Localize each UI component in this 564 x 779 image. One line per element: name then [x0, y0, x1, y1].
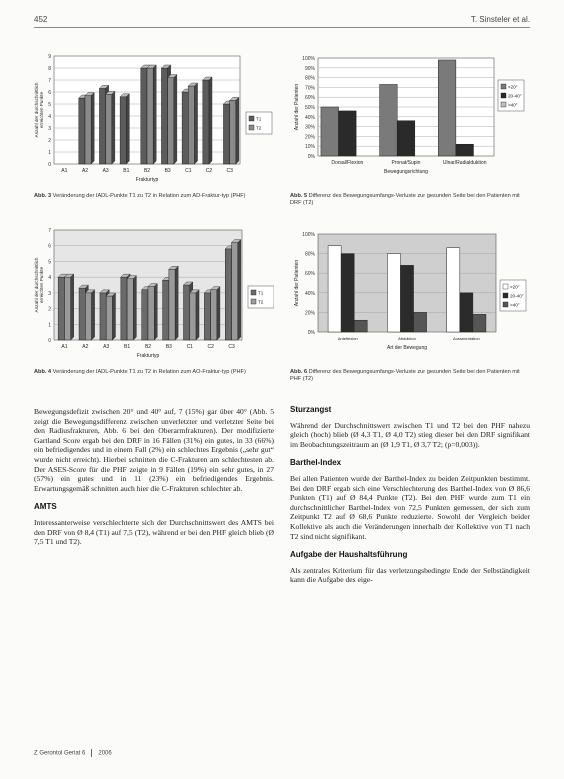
- y-tick-label: 5: [48, 102, 51, 108]
- y-tick-label: 8: [48, 66, 51, 72]
- x-tick-label: Anteflexion: [337, 336, 358, 341]
- legend-box: [248, 286, 274, 308]
- y-tick-label: 100%: [302, 56, 315, 62]
- y-tick-label: 60%: [304, 95, 315, 102]
- bar: [182, 92, 188, 164]
- legend-swatch: [501, 84, 506, 89]
- bar: [64, 277, 70, 340]
- x-tick-label: B1: [124, 344, 131, 350]
- figure-5-caption: [290, 193, 530, 207]
- x-tick-label: A2: [82, 344, 89, 350]
- y-tick-label: 50%: [304, 105, 315, 111]
- footer-journal: Z Gerontol Geriat 6: [34, 750, 86, 757]
- bar: [79, 288, 85, 340]
- x-axis-label: Art der Bewegung: [386, 345, 428, 351]
- y-tick-label: 1: [48, 150, 51, 156]
- figure-3-chart: [34, 50, 274, 190]
- legend-swatch: [501, 93, 506, 98]
- figure-6-chart: [290, 228, 530, 366]
- bar: [204, 293, 210, 340]
- bar: [100, 293, 106, 340]
- bar: [120, 97, 126, 164]
- x-tick-label: A1: [61, 168, 68, 174]
- figure-4-caption-text: Veränderung der IADL-Punkte T1 zu T2 in Relation zum AO-Fraktur-typ (PHF): [52, 369, 246, 375]
- y-tick-label: 7: [48, 228, 51, 234]
- bar: [414, 312, 427, 332]
- bar-side-face: [175, 266, 178, 340]
- heading-amts: AMTS: [34, 502, 57, 512]
- bar: [397, 121, 415, 156]
- figure-4-caption-label: Abb. 4: [34, 369, 52, 375]
- x-tick-label: A2: [81, 168, 89, 174]
- figure-3-caption-label: Abb. 3: [34, 193, 52, 199]
- y-tick-label: 6: [48, 90, 51, 96]
- bar: [85, 293, 91, 340]
- bar: [58, 277, 64, 340]
- bar-side-face: [71, 274, 74, 340]
- x-tick-label: Aussenrotation: [452, 336, 480, 341]
- bar-side-face: [92, 290, 95, 340]
- x-tick-label: C3: [226, 168, 233, 174]
- y-tick-label: 0: [48, 162, 51, 168]
- y-axis-label: erreichten Punkte: [39, 266, 44, 304]
- y-axis-label: Anzahl der Patienten: [294, 83, 300, 131]
- bar: [188, 86, 194, 164]
- legend-label: 20-40°: [508, 93, 522, 99]
- left-text-column: [34, 407, 274, 553]
- y-tick-label: 90%: [304, 65, 315, 72]
- bar: [141, 68, 147, 164]
- bar-side-face: [126, 94, 129, 164]
- legend-label: >40°: [510, 302, 520, 308]
- legend-label: <20°: [510, 284, 520, 290]
- y-tick-label: 2: [48, 138, 51, 144]
- figure-5-caption-label: Abb. 5: [290, 193, 308, 199]
- y-tick-label: 100%: [302, 232, 315, 238]
- left-paragraph-2: Interessanterweise verschlechterte sich der Durchschnittswert des AMTS bei den DRF von Ø 8,4 (T1) auf 7,5 (T2), während er bei den PHF gleich blieb (Ø 7,5 T1 und T2).: [34, 517, 274, 547]
- x-tick-label: B3: [164, 168, 171, 174]
- x-tick-label: B3: [165, 344, 172, 350]
- header-rule: [34, 27, 530, 28]
- legend-label: >40°: [508, 102, 518, 108]
- y-tick-label: 80%: [304, 251, 315, 258]
- bar-side-face: [209, 77, 212, 164]
- y-tick-label: 5: [48, 259, 51, 266]
- bar: [380, 84, 398, 156]
- bar: [79, 98, 85, 164]
- bar: [473, 314, 486, 332]
- y-tick-label: 20%: [304, 310, 315, 317]
- bar: [456, 144, 474, 156]
- chart-svg: [34, 224, 274, 366]
- bar-side-face: [174, 75, 177, 164]
- figure-6-caption-text: Differenz des Bewegungsumfangs-Verluste zur gesunden Seite bei den Patienten mit PHF (T2): [290, 369, 520, 382]
- bar-side-face: [154, 284, 157, 340]
- bar: [203, 80, 209, 164]
- chart-svg: [290, 52, 530, 190]
- bar: [225, 249, 231, 340]
- y-axis-label: Anzahl der durchschnittlich: [34, 82, 39, 138]
- y-tick-label: 3: [48, 126, 51, 132]
- bar: [230, 100, 236, 164]
- bar: [341, 254, 354, 332]
- x-tick-label: Pronat/Supin: [391, 160, 421, 166]
- heading-haushaltsfuehrung: Aufgabe der Haushaltsführung: [290, 550, 408, 560]
- bar: [184, 285, 190, 340]
- y-tick-label: 7: [48, 78, 51, 84]
- left-paragraph-1: Bewegungsdefizit zwischen 20° und 40° auf, 7 (15%) gar über 40° (Abb. 5 zeigt die Bewegungsdifferenz zwischen unverletzter und verletzter Seite bei den Radiusfrakturen, Abb. 6 bei den Oberarmfrakturen). Der modifizierte Gartland Score ergab bei den DRF in 16 Fällen (31%) ein gutes, in 33 (66%) ein befriedigendes und in einem Fall (2%) ein schlechtes Ergebnis („sehr gut“ wurde nicht erreicht). Hierbei schnitten die C-Frakturen am schlechtesten ab. Der ASES-Score für die PHF zeigte in 9 Fällen (19%) ein sehr gutes, in 27 (57%) ein gutes und in 11 (23%) ein befriedigendes Ergebnis. Erwartungsgemäß schnitten auch hier die C-Frakturen schlechter ab.: [34, 407, 274, 493]
- right-paragraph-3: Als zentrales Kriterium für das verletzungsbedingte Ende der Selbständigkeit kann die Aufgabe des eige-: [290, 565, 530, 585]
- heading-barthel-index: Barthel-Index: [290, 458, 342, 468]
- x-tick-label: B1: [123, 168, 130, 174]
- bar: [85, 96, 91, 164]
- right-paragraph-2: Bei allen Patienten wurde der Barthel-Index zu beiden Zeitpunkten bestimmt. Bei den DRF ergab sich eine Verschlechterung des Barthel-Index von Ø 86,6 Punkten (T1) auf Ø 84,4 Punkte (T2). Bei den PHF wurde zum T1 ein durchschnittlicher Barthel-Index von 72,5 Punkten gemessen, der sich zum Zeitpunkt T2 auf Ø 68,6 Punkte reduzierte. Sowohl der Vergleich beider Kollektive als auch die Veränderungen innerhalb der Kollektive von T1 nach T2 sind nicht signifikant.: [290, 473, 530, 541]
- y-tick-label: 20%: [304, 134, 315, 141]
- heading-sturzangst: Sturzangst: [290, 405, 332, 414]
- bar-side-face: [195, 83, 198, 164]
- legend-swatch: [251, 299, 256, 304]
- legend-swatch: [251, 290, 256, 295]
- bar: [328, 246, 341, 332]
- y-tick-label: 2: [48, 306, 51, 313]
- right-paragraph-1: Während der Durchschnittswert zwischen T1 und T2 bei den PHF nahezu gleich (hoch) blieb (Ø 4,3 T1, Ø 4,0 T2) stieg dieser bei den DRF signifikant im Beobachtungszeitraum an (Ø 1,9 T1, Ø 3,7 T2; (p=0,003)).: [290, 420, 530, 449]
- legend-label: <20°: [508, 84, 518, 90]
- bar: [168, 78, 174, 164]
- figure-5-chart: [290, 52, 530, 190]
- bar: [400, 265, 413, 332]
- bar: [460, 293, 473, 332]
- right-text-column: [290, 405, 530, 591]
- y-tick-label: 40%: [304, 114, 315, 121]
- legend-swatch: [503, 284, 508, 289]
- bar: [106, 296, 112, 340]
- bar-side-face: [217, 287, 220, 340]
- y-axis-label: erreichten Punkte: [39, 91, 44, 129]
- bar-side-face: [112, 91, 115, 164]
- bar: [169, 269, 175, 340]
- y-tick-label: 60%: [304, 271, 315, 278]
- bar: [142, 290, 148, 340]
- bar: [232, 243, 238, 340]
- page-footer: [34, 749, 112, 757]
- y-axis-label: Anzahl der durchschnittlich: [34, 257, 39, 313]
- bar-side-face: [112, 293, 115, 340]
- y-tick-label: 4: [48, 114, 51, 120]
- x-tick-label: A3: [102, 168, 109, 174]
- footer-year: 2006: [98, 750, 112, 757]
- page-number: 452: [34, 15, 48, 24]
- figure-3-caption: [34, 193, 274, 200]
- bar: [321, 107, 339, 156]
- legend-swatch: [249, 125, 254, 130]
- x-tick-label: A1: [61, 344, 68, 350]
- bar: [190, 293, 196, 340]
- x-axis-label: Bewegungsrichtung: [384, 169, 428, 175]
- x-tick-label: Dorsal/Flexion: [331, 160, 364, 166]
- y-tick-label: 0%: [307, 330, 315, 336]
- x-tick-label: C3: [228, 344, 235, 350]
- y-tick-label: 1: [48, 322, 51, 329]
- y-tick-label: 0%: [307, 154, 315, 160]
- bar: [99, 88, 105, 164]
- x-tick-label: A3: [103, 344, 110, 350]
- x-tick-label: C1: [186, 344, 193, 350]
- x-tick-label: Ulnar/Radialduktion: [442, 160, 487, 166]
- legend-label: T1: [256, 116, 262, 122]
- bar: [387, 254, 400, 332]
- x-tick-label: B2: [144, 344, 152, 350]
- running-title: T. Sinsteler et al.: [470, 15, 530, 24]
- x-tick-label: Abduktion: [398, 336, 416, 341]
- legend-label: 20-40°: [510, 293, 524, 299]
- figure-3-caption-text: Veränderung der IADL-Punkte T1 zu T2 in Relation zum AD-Fraktur-typ (PHF): [52, 193, 246, 199]
- bar-side-face: [236, 97, 239, 164]
- figure-4-chart: [34, 224, 274, 366]
- legend-label: T1: [258, 290, 264, 296]
- y-tick-label: 4: [48, 275, 51, 282]
- bar: [127, 279, 133, 340]
- bar: [147, 68, 153, 164]
- bar: [163, 280, 169, 340]
- legend-swatch: [503, 302, 508, 307]
- legend-label: T2: [258, 299, 264, 305]
- y-tick-label: 80%: [304, 75, 315, 82]
- bar: [339, 111, 357, 156]
- y-tick-label: 70%: [304, 85, 315, 92]
- bar-side-face: [91, 93, 94, 164]
- chart-svg: [34, 50, 274, 190]
- figure-4-caption: [34, 369, 274, 376]
- bar: [161, 68, 167, 164]
- x-axis-label: Frakturtyp: [135, 177, 159, 183]
- y-tick-label: 3: [48, 290, 51, 297]
- figure-6-caption-label: Abb. 6: [290, 369, 308, 375]
- y-tick-label: 6: [48, 243, 51, 250]
- legend-label: T2: [256, 125, 262, 131]
- bar: [211, 290, 217, 340]
- legend-swatch: [249, 116, 254, 121]
- bar-side-face: [153, 65, 156, 164]
- x-axis-label: Frakturtyp: [136, 353, 160, 359]
- x-tick-label: C2: [207, 344, 214, 350]
- bar: [106, 94, 112, 164]
- bar: [223, 104, 229, 164]
- y-tick-label: 10%: [304, 144, 315, 151]
- x-tick-label: C1: [185, 168, 192, 174]
- bar-side-face: [133, 276, 136, 340]
- x-tick-label: C2: [205, 168, 213, 174]
- chart-svg: [290, 228, 530, 366]
- x-tick-label: B2: [143, 168, 151, 174]
- figure-5-caption-text: Differenz des Bewegungsumfangs-Verluste zur gesunden Seite bei den Patienten mit DRF (T2): [290, 193, 520, 206]
- figure-6-caption: [290, 369, 530, 383]
- legend-swatch: [501, 102, 506, 107]
- y-axis-label: Anzahl der Patienten: [294, 259, 300, 307]
- bar: [438, 60, 456, 156]
- bar: [447, 248, 460, 332]
- bar: [148, 287, 154, 340]
- y-tick-label: 9: [48, 54, 51, 60]
- y-tick-label: 0: [48, 338, 51, 344]
- bar: [121, 277, 127, 340]
- legend-box: [246, 112, 272, 134]
- bar-side-face: [238, 240, 241, 340]
- y-tick-label: 40%: [304, 290, 315, 297]
- legend-swatch: [503, 293, 508, 298]
- bar: [354, 320, 367, 332]
- y-tick-label: 30%: [304, 124, 315, 131]
- bar-side-face: [196, 290, 199, 340]
